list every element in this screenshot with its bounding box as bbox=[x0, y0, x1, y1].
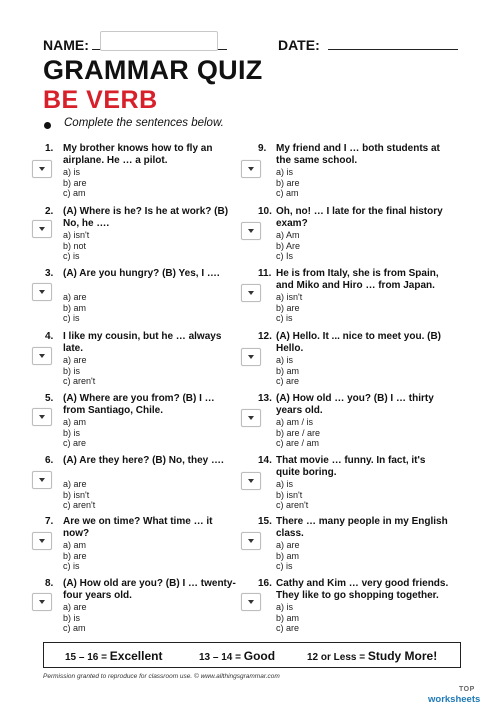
answer-dropdown-13[interactable] bbox=[241, 409, 261, 427]
option-list bbox=[276, 540, 300, 572]
option-c: c) is bbox=[63, 251, 80, 261]
score-range: 13 – 14 = bbox=[199, 652, 244, 663]
answer-dropdown-3[interactable] bbox=[32, 283, 52, 301]
option-list bbox=[63, 167, 87, 199]
option-c: c) are bbox=[276, 623, 300, 633]
option-b: b) Are bbox=[276, 240, 301, 251]
page-subtitle: BE VERB bbox=[43, 86, 158, 114]
question-text: Are we on time? What time … it now? bbox=[63, 516, 213, 539]
option-a: a) are bbox=[63, 355, 87, 365]
question-text: (A) Where is he? Is he at work? (B) No, he …. bbox=[63, 206, 229, 229]
option-a: a) isn't bbox=[63, 230, 90, 240]
question-number: 2. bbox=[45, 206, 54, 217]
option-a: a) am bbox=[63, 417, 87, 427]
option-list bbox=[63, 230, 89, 262]
option-c: c) aren't bbox=[63, 500, 96, 510]
answer-dropdown-5[interactable] bbox=[32, 408, 52, 426]
option-a: a) are bbox=[276, 540, 300, 550]
question-number: 9. bbox=[258, 143, 267, 154]
option-c: c) am bbox=[276, 188, 299, 198]
answer-dropdown-15[interactable] bbox=[241, 532, 261, 550]
option-b: b) am bbox=[276, 550, 300, 561]
question-number: 4. bbox=[45, 331, 54, 342]
chevron-down-icon bbox=[248, 167, 254, 171]
question-text: He is from Italy, she is from Spain, and Miko and Hiro … from Japan. bbox=[276, 268, 439, 291]
score-legend bbox=[43, 642, 461, 668]
question-number: 3. bbox=[45, 268, 54, 279]
option-a: a) are bbox=[63, 479, 87, 489]
option-a: a) is bbox=[276, 479, 294, 489]
chevron-down-icon bbox=[248, 229, 254, 233]
option-c: c) aren't bbox=[63, 376, 96, 386]
question-text: (A) Where are you from? (B) I … from Santiago, Chile. bbox=[63, 393, 215, 416]
chevron-down-icon bbox=[248, 600, 254, 604]
option-list bbox=[63, 479, 95, 511]
option-list bbox=[276, 602, 299, 634]
option-c: c) am bbox=[63, 623, 86, 633]
date-label: DATE: bbox=[278, 37, 320, 53]
option-a: a) is bbox=[276, 602, 294, 612]
score-range: 15 – 16 = bbox=[65, 652, 110, 663]
answer-dropdown-8[interactable] bbox=[32, 593, 52, 611]
question-text: There … many people in my English class. bbox=[276, 516, 448, 539]
answer-dropdown-1[interactable] bbox=[32, 160, 52, 178]
question-number: 10. bbox=[258, 206, 272, 217]
chevron-down-icon bbox=[248, 291, 254, 295]
option-list bbox=[63, 540, 87, 572]
date-underline bbox=[328, 49, 458, 50]
question-text: That movie … funny. In fact, it's quite boring. bbox=[276, 455, 426, 478]
option-b: b) is bbox=[63, 365, 81, 376]
chevron-down-icon bbox=[39, 227, 45, 231]
question-number: 8. bbox=[45, 578, 54, 589]
answer-dropdown-4[interactable] bbox=[32, 347, 52, 365]
option-list bbox=[63, 602, 87, 634]
option-b: b) isn't bbox=[63, 489, 90, 500]
option-a: a) Am bbox=[276, 230, 300, 240]
option-c: c) is bbox=[63, 561, 80, 571]
option-b: b) am bbox=[63, 302, 87, 313]
score-label: Study More! bbox=[367, 649, 438, 663]
option-a: a) isn't bbox=[276, 292, 303, 302]
chevron-down-icon bbox=[39, 167, 45, 171]
chevron-down-icon bbox=[39, 600, 45, 604]
question-text: My brother knows how to fly an airplane. He … a pilot. bbox=[63, 143, 213, 166]
question-number: 7. bbox=[45, 516, 54, 527]
question-text: Oh, no! … I late for the final history exam? bbox=[276, 206, 443, 229]
option-b: b) are bbox=[63, 177, 87, 188]
option-b: b) are / are bbox=[276, 427, 321, 438]
answer-dropdown-10[interactable] bbox=[241, 222, 261, 240]
chevron-down-icon bbox=[39, 354, 45, 358]
question-text: (A) Are they here? (B) No, they …. bbox=[63, 455, 224, 466]
bullet-icon bbox=[44, 122, 51, 129]
option-c: c) is bbox=[63, 313, 80, 323]
question-number: 5. bbox=[45, 393, 54, 404]
option-list bbox=[276, 230, 300, 262]
answer-dropdown-16[interactable] bbox=[241, 593, 261, 611]
score-excellent bbox=[65, 649, 162, 663]
answer-dropdown-7[interactable] bbox=[32, 532, 52, 550]
option-b: b) is bbox=[63, 427, 81, 438]
score-study-more bbox=[307, 649, 437, 663]
option-c: c) Is bbox=[276, 251, 293, 261]
question-text: I like my cousin, but he … always late. bbox=[63, 331, 222, 354]
answer-dropdown-2[interactable] bbox=[32, 220, 52, 238]
option-b: b) is bbox=[63, 612, 81, 623]
chevron-down-icon bbox=[39, 290, 45, 294]
chevron-down-icon bbox=[248, 355, 254, 359]
answer-dropdown-12[interactable] bbox=[241, 348, 261, 366]
option-b: b) not bbox=[63, 240, 87, 251]
chevron-down-icon bbox=[248, 539, 254, 543]
option-list bbox=[276, 292, 302, 324]
brand-logo-bottom: worksheets bbox=[428, 694, 481, 705]
answer-dropdown-6[interactable] bbox=[32, 471, 52, 489]
question-text: (A) Are you hungry? (B) Yes, I …. bbox=[63, 268, 220, 279]
option-a: a) am / is bbox=[276, 417, 314, 427]
option-a: a) is bbox=[276, 167, 294, 177]
score-label: Excellent bbox=[109, 649, 163, 663]
option-a: a) is bbox=[63, 167, 81, 177]
score-good bbox=[199, 649, 275, 663]
question-number: 6. bbox=[45, 455, 54, 466]
chevron-down-icon bbox=[39, 478, 45, 482]
option-b: b) are bbox=[276, 177, 300, 188]
question-text: (A) Hello. It ... nice to meet you. (B) Hello. bbox=[276, 331, 442, 354]
chevron-down-icon bbox=[39, 539, 45, 543]
brand-logo-top: TOP bbox=[459, 686, 475, 693]
page-title: GRAMMAR QUIZ bbox=[43, 55, 263, 85]
option-list bbox=[63, 355, 95, 387]
option-c: c) is bbox=[276, 313, 293, 323]
score-range: 12 or Less = bbox=[307, 652, 368, 663]
question-text: (A) How old are you? (B) I … twenty-four years old. bbox=[63, 578, 236, 601]
answer-dropdown-9[interactable] bbox=[241, 160, 261, 178]
option-list bbox=[276, 167, 300, 199]
option-list bbox=[63, 292, 87, 324]
question-number: 16. bbox=[258, 578, 272, 589]
option-a: a) is bbox=[276, 355, 294, 365]
question-number: 15. bbox=[258, 516, 272, 527]
question-number: 12. bbox=[258, 331, 272, 342]
option-c: c) are bbox=[63, 438, 87, 448]
permission-note: Permission granted to reproduce for classroom use. © www.allthingsgrammar.com bbox=[43, 673, 280, 680]
question-text: (A) How old … you? (B) I … thirty years old. bbox=[276, 393, 434, 416]
score-label: Good bbox=[243, 649, 276, 663]
answer-dropdown-11[interactable] bbox=[241, 284, 261, 302]
option-list bbox=[276, 479, 308, 511]
option-b: b) are bbox=[63, 550, 87, 561]
option-list bbox=[63, 417, 86, 449]
option-a: a) am bbox=[63, 540, 87, 550]
instruction-text: Complete the sentences below. bbox=[64, 117, 224, 129]
name-input[interactable] bbox=[100, 31, 218, 51]
question-number: 11. bbox=[258, 268, 272, 279]
question-number: 13. bbox=[258, 393, 272, 404]
name-label: NAME: bbox=[43, 37, 89, 53]
option-c: c) are bbox=[276, 376, 300, 386]
answer-dropdown-14[interactable] bbox=[241, 472, 261, 490]
question-number: 14. bbox=[258, 455, 272, 466]
question-text: My friend and I … both students at the same school. bbox=[276, 143, 440, 166]
option-list bbox=[276, 417, 320, 449]
question-text: Cathy and Kim … very good friends. They like to go shopping together. bbox=[276, 578, 449, 601]
question-number: 1. bbox=[45, 143, 54, 154]
chevron-down-icon bbox=[248, 416, 254, 420]
option-a: a) are bbox=[63, 602, 87, 612]
option-a: a) are bbox=[63, 292, 87, 302]
option-c: c) is bbox=[276, 561, 293, 571]
option-b: b) am bbox=[276, 612, 300, 623]
option-c: c) am bbox=[63, 188, 86, 198]
option-c: c) are / am bbox=[276, 438, 320, 448]
option-c: c) aren't bbox=[276, 500, 309, 510]
option-b: b) am bbox=[276, 365, 300, 376]
option-b: b) are bbox=[276, 302, 300, 313]
option-list bbox=[276, 355, 299, 387]
option-b: b) isn't bbox=[276, 489, 303, 500]
chevron-down-icon bbox=[39, 415, 45, 419]
chevron-down-icon bbox=[248, 479, 254, 483]
